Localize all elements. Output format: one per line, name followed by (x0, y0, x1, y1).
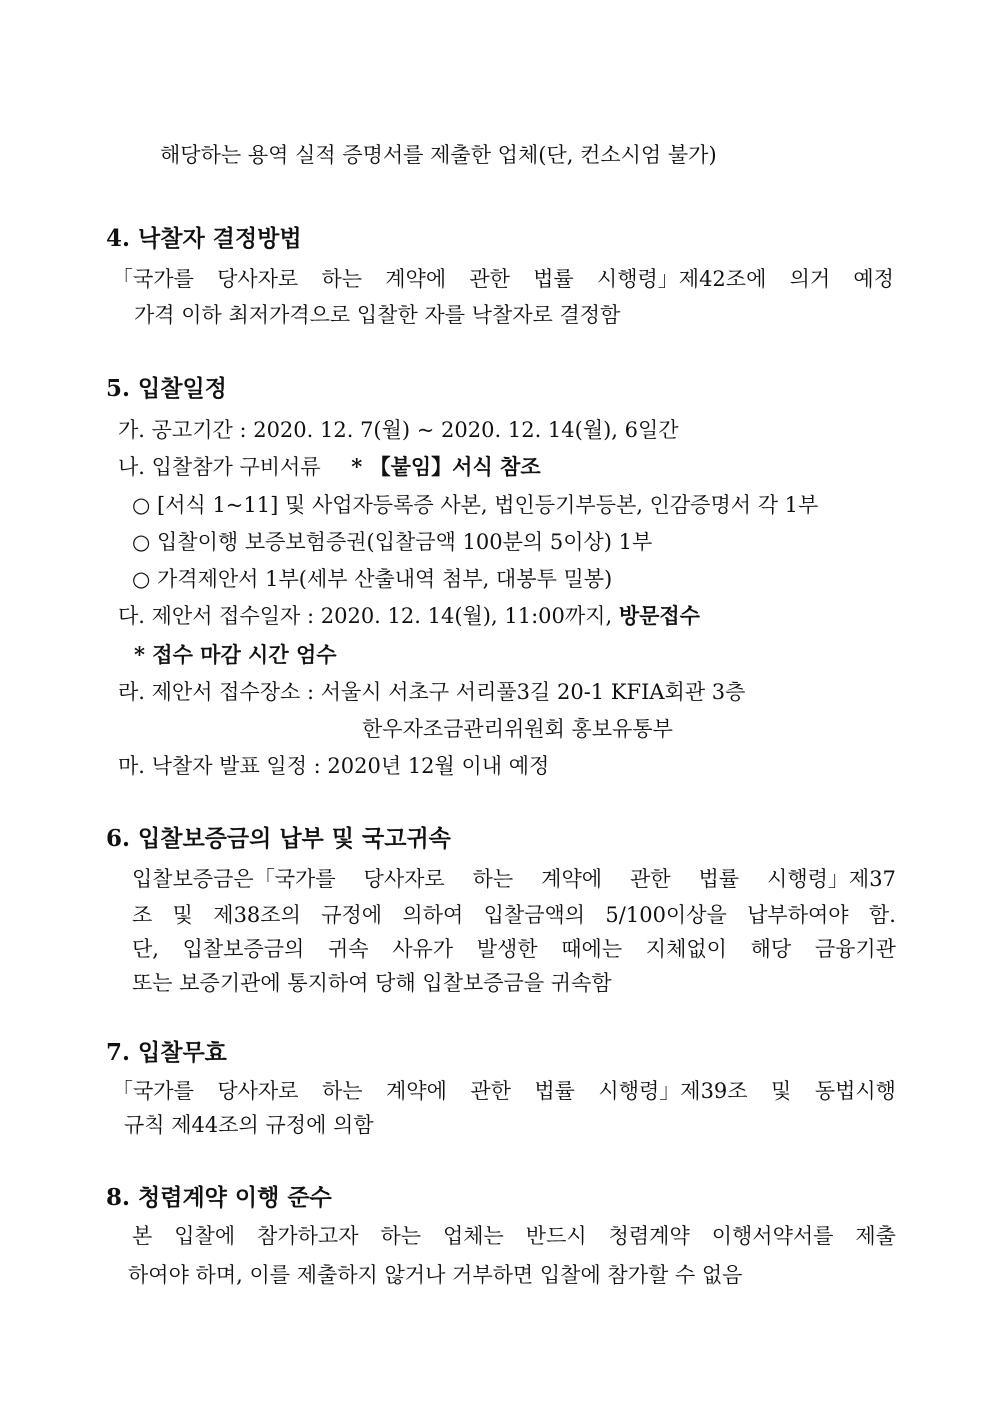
section-6-line-4: 또는 보증기관에 통지하여 당해 입찰보증금을 귀속함 (132, 971, 612, 995)
section-7-line-1 (112, 1076, 896, 1106)
document-bullet-1: ○ [서식 1~11] 및 사업자등록증 사본, 법인등기부등본, 인감증명서 각 1부 (132, 493, 819, 517)
document-bullet-2: ○ 입찰이행 보증보험증권(입찰금액 100분의 5이상) 1부 (132, 530, 653, 554)
section-7-heading: 7. 입찰무효 (106, 1039, 227, 1066)
word: 「국가를 (112, 267, 194, 291)
word: 법률 (533, 267, 574, 291)
word: 입찰보증금은「국가를 (132, 867, 336, 891)
word: 조 (132, 903, 153, 927)
word: 이행서약서를 (711, 1224, 834, 1248)
section-4-heading: 4. 낙찰자 결정방법 (106, 225, 302, 252)
word: 법률 (534, 1079, 575, 1103)
word: 관한 (470, 1079, 511, 1103)
word: 계약에 (385, 267, 447, 291)
section-8-line-2: 하여야 하며, 이를 제출하지 않거나 거부하면 입찰에 참가할 수 없음 (128, 1263, 743, 1287)
word: 입찰보증금의 (182, 937, 305, 961)
word: 참가하고자 (257, 1224, 359, 1248)
section-4-line-1 (112, 264, 894, 294)
schedule-item-na (118, 452, 541, 482)
section-5-heading: 5. 입찰일정 (106, 375, 227, 402)
section-6-line-3 (132, 934, 896, 964)
word: 입찰금액의 (483, 903, 586, 927)
word: 하는 (472, 867, 514, 891)
section-6-line-2 (132, 900, 896, 930)
word: 당사자로 (217, 1079, 299, 1103)
word: 및 (771, 1079, 792, 1103)
word: 법률 (698, 867, 740, 891)
intro-line: 해당하는 용역 실적 증명서를 제출한 업체(단, 컨소시엄 불가) (160, 143, 717, 167)
word: 해당 (750, 937, 792, 961)
deadline-note: * 접수 마감 시간 엄수 (134, 642, 337, 667)
word: 때에는 (561, 937, 623, 961)
schedule-item-ga: 가. 공고기간 : 2020. 12. 7(월) ~ 2020. 12. 14(월), 6일간 (118, 418, 679, 442)
section-6-heading: 6. 입찰보증금의 납부 및 국고귀속 (106, 825, 451, 852)
word: 및 (172, 903, 193, 927)
word: 하는 (380, 1224, 422, 1248)
word: 반드시 (525, 1224, 587, 1248)
word: 귀속 (328, 937, 369, 961)
word: 5/100이상을 (605, 903, 727, 927)
word: 제38조의 (213, 903, 301, 927)
word: 업체는 (442, 1224, 504, 1248)
word: 예정 (853, 267, 894, 291)
section-7-line-2: 규칙 제44조의 규정에 의함 (124, 1113, 374, 1137)
visit-submission-label: 방문접수 (618, 603, 700, 628)
section-6-line-1 (132, 864, 896, 894)
schedule-item-ra-line-2: 한우자조금관리위원회 홍보유통부 (362, 717, 673, 741)
attachment-note: * 【붙임】서식 참조 (351, 454, 541, 479)
word: 동법시행 (814, 1079, 896, 1103)
word: 함. (868, 903, 896, 927)
word: 계약에 (386, 1079, 447, 1103)
schedule-item-da (118, 601, 700, 631)
word: 하는 (321, 267, 363, 291)
word: 입찰에 (174, 1224, 236, 1248)
word: 청렴계약 (608, 1224, 690, 1248)
schedule-item-ma: 마. 낙찰자 발표 일정 : 2020년 12월 이내 예정 (118, 754, 550, 778)
word: 의거 (789, 267, 831, 291)
section-4-line-2: 가격 이하 최저가격으로 입찰한 자를 낙찰자로 결정함 (134, 303, 621, 327)
word: 납부하여야 (747, 903, 849, 927)
section-8-line-1 (132, 1221, 896, 1251)
word: 사유가 (392, 937, 454, 961)
word: 시행령」제37 (767, 867, 896, 891)
document-bullet-3: ○ 가격제안서 1부(세부 산출내역 첨부, 대봉투 밀봉) (132, 567, 613, 591)
schedule-item-ra: 라. 제안서 접수장소 : 서울시 서초구 서리풀3길 20-1 KFIA회관 3층 (118, 680, 746, 704)
word: 「국가를 (112, 1079, 194, 1103)
word: 당사자로 (217, 267, 299, 291)
word: 시행령」제39조 (598, 1079, 748, 1103)
word: 규정에 (321, 903, 383, 927)
section-8-heading: 8. 청렴계약 이행 준수 (106, 1184, 332, 1211)
word: 시행령」제42조에 (596, 267, 767, 291)
word: 계약에 (541, 867, 603, 891)
schedule-item-da-text: 다. 제안서 접수일자 : 2020. 12. 14(월), 11:00까지, (118, 604, 613, 628)
word: 단, (132, 937, 159, 961)
word: 당사자로 (363, 867, 445, 891)
word: 관한 (629, 867, 671, 891)
word: 제출 (855, 1224, 896, 1248)
word: 본 (132, 1224, 153, 1248)
word: 관한 (469, 267, 510, 291)
schedule-item-na-text: 나. 입찰참가 구비서류 (118, 455, 321, 479)
word: 하는 (321, 1079, 363, 1103)
word: 의하여 (402, 903, 464, 927)
word: 금융기관 (814, 937, 896, 961)
word: 발생한 (476, 937, 538, 961)
word: 지체없이 (645, 937, 727, 961)
